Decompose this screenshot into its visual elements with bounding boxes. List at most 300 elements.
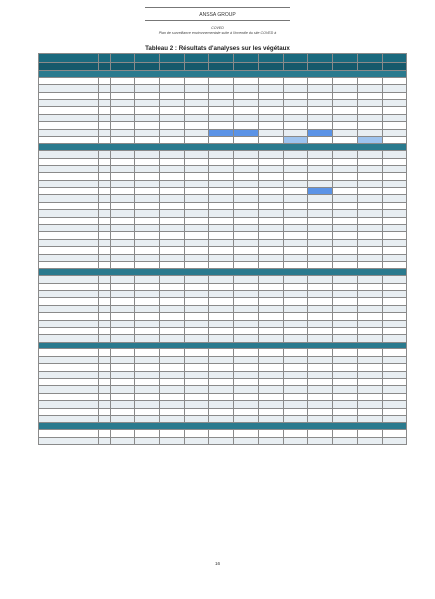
table-cell [111,173,135,180]
table-cell [135,298,160,305]
table-cell [258,129,283,136]
table-cell [258,386,283,393]
table-cell [357,327,382,334]
table-cell [382,165,407,172]
table-cell [258,136,283,143]
table-cell [283,107,308,114]
table-cell [209,261,234,268]
table-cell [99,371,111,378]
table-cell [209,335,234,342]
table-cell [209,379,234,386]
table-cell [333,85,358,92]
table-cell [283,129,308,136]
header-cell [39,54,99,63]
table-cell [357,298,382,305]
table-cell [308,202,333,209]
table-cell [159,99,184,106]
table-row [39,349,407,356]
table-cell [209,415,234,422]
table-cell [333,320,358,327]
table-cell [159,195,184,202]
table-cell [234,202,259,209]
table-cell [234,99,259,106]
table-cell [135,202,160,209]
header-cell [333,63,358,71]
table-cell [111,180,135,187]
table-cell [111,92,135,99]
table-cell [308,180,333,187]
table-cell [283,173,308,180]
table-cell [99,158,111,165]
table-cell [333,239,358,246]
table-cell [357,283,382,290]
table-cell [283,371,308,378]
table-cell [308,165,333,172]
table-cell [283,99,308,106]
table-cell [135,261,160,268]
table-cell [258,247,283,254]
table-cell [135,158,160,165]
section-row [39,71,407,78]
table-header-row [39,63,407,71]
table-row [39,298,407,305]
table-cell [333,371,358,378]
table-cell [234,371,259,378]
table-cell [234,379,259,386]
table-cell [234,356,259,363]
table-cell [111,239,135,246]
table-cell [357,379,382,386]
table-cell [382,107,407,114]
section-row [39,144,407,151]
table-cell [357,158,382,165]
table-cell [357,320,382,327]
table-cell [184,298,209,305]
table-cell [99,247,111,254]
table-cell [111,151,135,158]
table-cell [283,408,308,415]
table-row [39,188,407,195]
table-cell [258,327,283,334]
table-cell [209,247,234,254]
table-cell [308,386,333,393]
table-row [39,239,407,246]
table-cell [333,335,358,342]
table-cell [184,85,209,92]
table-cell [234,129,259,136]
table-cell [111,379,135,386]
table-row [39,283,407,290]
table-row [39,151,407,158]
table-cell [99,173,111,180]
table-cell [308,356,333,363]
table-cell [382,254,407,261]
table-cell [111,283,135,290]
table-row [39,327,407,334]
header-cell [234,54,259,63]
table-cell [184,129,209,136]
table-row [39,313,407,320]
row-label [39,327,99,334]
table-cell [159,283,184,290]
row-label [39,158,99,165]
table-cell [258,283,283,290]
table-cell [209,114,234,121]
table-cell [234,225,259,232]
table-cell [283,195,308,202]
project-subtitle-1: Plan de surveillance environnementale suite à l'incendie du site COVED à [158,30,277,35]
table-cell [135,430,160,437]
table-cell [184,254,209,261]
table-cell [333,408,358,415]
table-row [39,225,407,232]
table-cell [333,188,358,195]
table-cell [111,386,135,393]
table-cell [159,261,184,268]
table-cell [382,327,407,334]
table-cell [159,136,184,143]
table-cell [333,290,358,297]
row-label [39,77,99,84]
table-cell [234,136,259,143]
table-cell [308,239,333,246]
header-cell [39,63,99,71]
row-label [39,136,99,143]
table-cell [135,136,160,143]
table-cell [283,151,308,158]
table-cell [209,99,234,106]
table-cell [99,298,111,305]
row-label [39,165,99,172]
table-cell [234,335,259,342]
table-cell [308,92,333,99]
table-cell [234,122,259,129]
table-cell [209,386,234,393]
table-cell [258,356,283,363]
table-cell [283,225,308,232]
row-label [39,173,99,180]
table-cell [333,254,358,261]
table-cell [99,202,111,209]
table-row [39,371,407,378]
table-cell [308,114,333,121]
table-cell [159,107,184,114]
table-cell [234,173,259,180]
table-cell [258,210,283,217]
table-cell [258,305,283,312]
table-cell [159,313,184,320]
table-cell [382,239,407,246]
table-cell [111,408,135,415]
table-cell [258,122,283,129]
table-cell [111,305,135,312]
table-cell [333,136,358,143]
table-row [39,232,407,239]
table-cell [159,290,184,297]
table-cell [357,92,382,99]
table-cell [159,239,184,246]
table-cell [357,114,382,121]
table-cell [283,217,308,224]
table-cell [234,239,259,246]
table-cell [308,327,333,334]
table-cell [184,290,209,297]
table-cell [382,386,407,393]
table-cell [111,195,135,202]
table-cell [357,195,382,202]
header-cell [209,63,234,71]
table-cell [283,386,308,393]
table-cell [357,165,382,172]
table-cell [234,320,259,327]
table-cell [111,313,135,320]
row-label [39,290,99,297]
table-cell [333,386,358,393]
table-cell [159,415,184,422]
table-cell [99,239,111,246]
table-cell [184,276,209,283]
table-cell [111,320,135,327]
table-cell [184,313,209,320]
table-cell [184,379,209,386]
table-cell [357,129,382,136]
header-cell [258,63,283,71]
table-cell [382,349,407,356]
row-label [39,320,99,327]
table-cell [184,180,209,187]
table-cell [382,371,407,378]
table-cell [308,129,333,136]
row-label [39,232,99,239]
table-cell [135,313,160,320]
table-cell [333,217,358,224]
table-cell [283,180,308,187]
table-cell [333,114,358,121]
table-cell [382,202,407,209]
table-cell [333,298,358,305]
table-cell [135,364,160,371]
table-cell [382,151,407,158]
table-cell [209,437,234,444]
header-cell [209,54,234,63]
table-cell [209,136,234,143]
table-cell [382,247,407,254]
table-cell [99,114,111,121]
table-cell [184,261,209,268]
table-cell [234,327,259,334]
table-cell [184,210,209,217]
table-cell [234,85,259,92]
section-label [39,71,407,78]
table-cell [234,386,259,393]
header-cell [258,54,283,63]
table-cell [135,247,160,254]
table-cell [111,335,135,342]
table-cell [357,408,382,415]
table-cell [135,349,160,356]
row-label [39,180,99,187]
table-cell [99,225,111,232]
table-cell [135,356,160,363]
table-row [39,165,407,172]
table-cell [333,165,358,172]
table-cell [382,129,407,136]
table-cell [234,107,259,114]
table-cell [382,320,407,327]
table-cell [184,151,209,158]
table-row [39,356,407,363]
table-cell [258,85,283,92]
table-row [39,114,407,121]
table-cell [258,298,283,305]
table-cell [357,386,382,393]
table-cell [258,290,283,297]
row-label [39,92,99,99]
table-cell [159,364,184,371]
table-cell [234,254,259,261]
table-cell [184,217,209,224]
table-cell [209,188,234,195]
header-cell [111,63,135,71]
table-cell [135,114,160,121]
table-cell [111,254,135,261]
table-cell [357,151,382,158]
table-cell [283,210,308,217]
table-cell [184,225,209,232]
row-label [39,195,99,202]
table-cell [184,165,209,172]
table-cell [283,276,308,283]
results-table-wrapper [38,53,401,445]
table-cell [184,173,209,180]
table-cell [159,371,184,378]
table-cell [159,92,184,99]
table-cell [184,305,209,312]
table-cell [308,107,333,114]
table-cell [357,239,382,246]
table-cell [258,371,283,378]
table-cell [135,335,160,342]
table-cell [258,99,283,106]
table-cell [209,195,234,202]
table-cell [333,379,358,386]
table-cell [99,415,111,422]
header-top-rule [145,7,290,8]
table-cell [99,261,111,268]
table-cell [357,261,382,268]
table-cell [283,232,308,239]
table-cell [308,335,333,342]
table-cell [159,188,184,195]
table-cell [159,379,184,386]
table-cell [111,77,135,84]
table-cell [135,254,160,261]
table-cell [209,313,234,320]
table-cell [308,276,333,283]
table-cell [333,327,358,334]
table-cell [333,437,358,444]
table-cell [258,180,283,187]
table-cell [258,335,283,342]
row-label [39,225,99,232]
table-cell [184,335,209,342]
table-cell [209,217,234,224]
header-cell [357,63,382,71]
table-cell [99,92,111,99]
table-cell [111,99,135,106]
table-cell [234,195,259,202]
table-row [39,202,407,209]
table-row [39,195,407,202]
table-cell [357,290,382,297]
table-title: Tableau 2 : Résultats d'analyses sur les végétaux [145,45,290,52]
table-cell [209,180,234,187]
table-cell [308,225,333,232]
table-cell [283,356,308,363]
header-cell [308,54,333,63]
table-cell [99,430,111,437]
table-row [39,122,407,129]
row-label [39,239,99,246]
table-cell [258,276,283,283]
table-cell [184,364,209,371]
table-cell [308,408,333,415]
table-cell [184,114,209,121]
table-cell [283,188,308,195]
table-cell [258,261,283,268]
table-cell [283,313,308,320]
table-cell [333,202,358,209]
header-cell [99,54,111,63]
table-cell [258,188,283,195]
table-cell [308,320,333,327]
table-cell [184,356,209,363]
table-cell [258,77,283,84]
table-row [39,210,407,217]
table-row [39,320,407,327]
table-cell [283,437,308,444]
table-cell [258,232,283,239]
table-cell [135,173,160,180]
table-cell [99,305,111,312]
table-cell [333,349,358,356]
table-row [39,129,407,136]
table-cell [382,173,407,180]
table-cell [234,364,259,371]
table-cell [333,173,358,180]
table-cell [283,254,308,261]
table-cell [184,136,209,143]
table-cell [184,99,209,106]
table-cell [99,122,111,129]
section-label [39,269,407,276]
table-cell [184,195,209,202]
table-row [39,415,407,422]
table-cell [333,180,358,187]
section-label [39,423,407,430]
table-cell [308,210,333,217]
row-label [39,386,99,393]
table-cell [111,349,135,356]
table-cell [382,217,407,224]
table-cell [99,217,111,224]
table-cell [184,415,209,422]
table-cell [258,254,283,261]
table-cell [159,298,184,305]
table-cell [234,305,259,312]
table-cell [111,437,135,444]
table-cell [258,313,283,320]
